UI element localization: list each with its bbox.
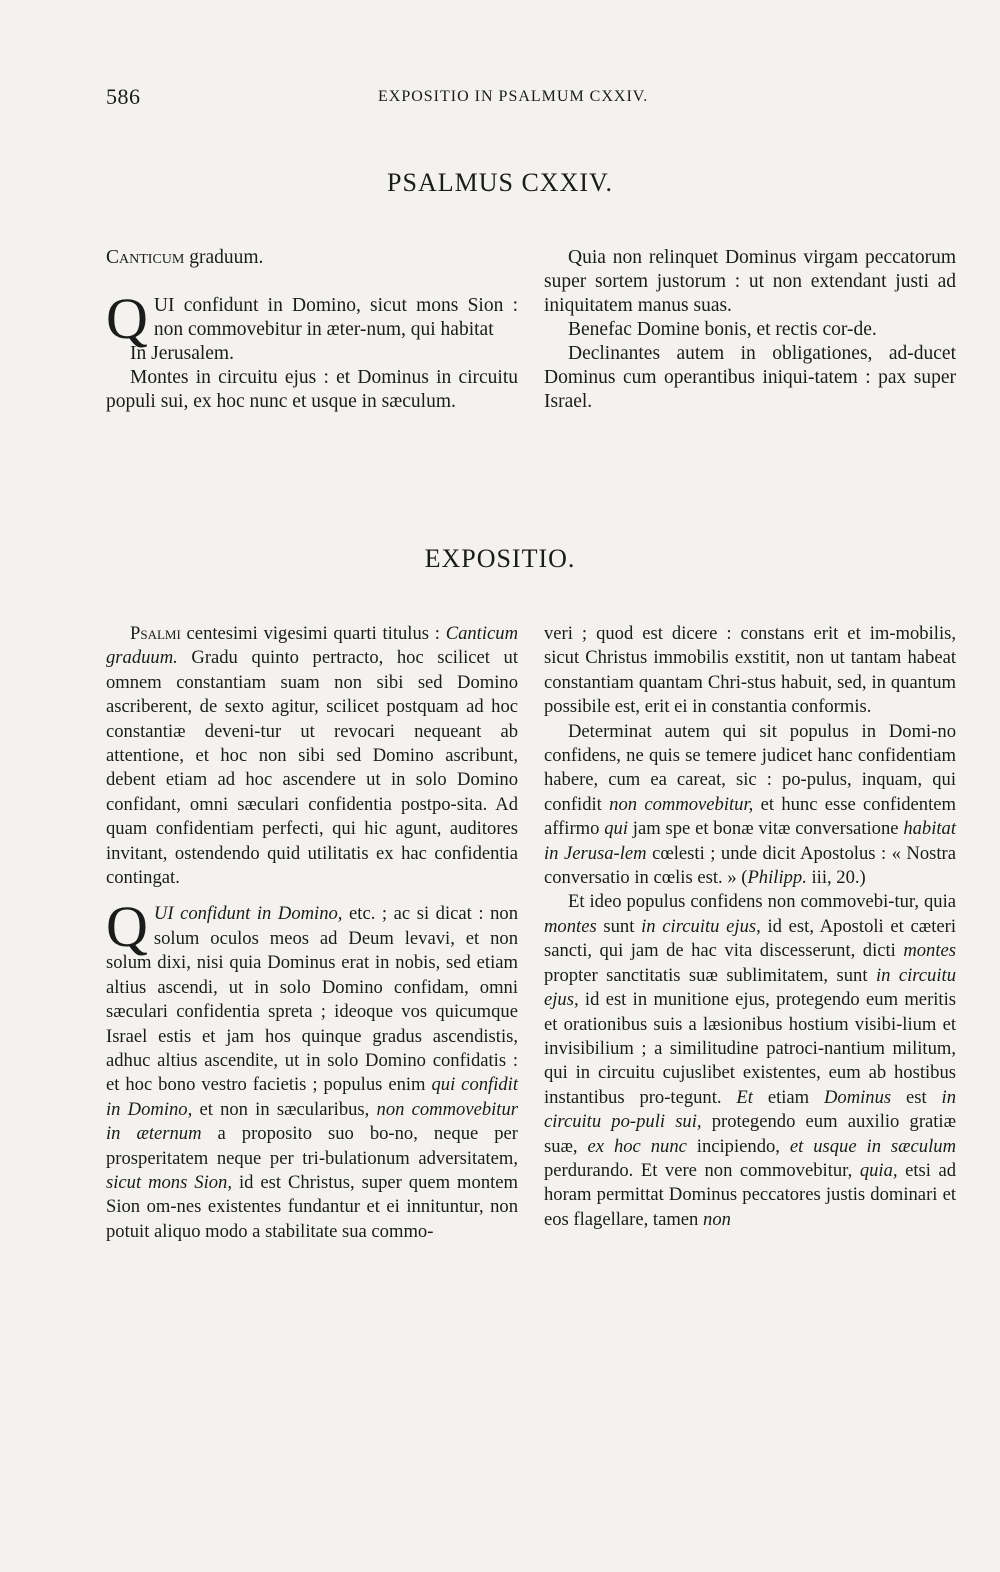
psalm-verse-5: Declinantes autem in obligationes, ad-ducet Dominus cum operantibus iniqui-tatem : pax super Israel. <box>544 343 956 412</box>
text-run: a proposito suo bo-no, neque per prosperitatem neque per tri-bulationum adversitatem, <box>106 1123 518 1169</box>
text-run: et non in sæcularibus, <box>192 1098 377 1120</box>
italic-run: non <box>703 1208 731 1230</box>
text-run: id est, Apostoli et cæteri sancti, qui jam de hac vita discesserunt, dicti <box>544 915 956 962</box>
text-run: Gradu quinto pertracto, hoc scilicet ut omnem constantiam suam non sibi sed Domino ascriberent, de sexto agitur, scilicet postquam ad hoc constantiæ deveni-tur ut revocari nequeant ab attentione, et hoc non sibi sed Domino ascribunt, debent etiam ad hoc ascendere ut in solo Domino confidant, omni sæculari confidentia postpo-sita. Ad quam confidentiam perfecti, qui hic agunt, auditores invitant, ostendendo quid utilitatis ex hac confidentia contingat. <box>106 647 518 889</box>
drop-cap: Q <box>106 286 148 351</box>
italic-run: Et <box>736 1086 753 1108</box>
commentary-paragraph-1 <box>106 622 518 890</box>
commentary-paragraph-3: veri ; quod est dicere : constans erit et im-mobilis, sicut Christus immobilis exstitit, non ut tantam habeat constantiam quantam Chri-stus habuit, sed, in quantum possibile est, erit ei in constantia conformis. <box>544 623 956 718</box>
italic-run: et usque in sæculum <box>789 1135 956 1157</box>
commentary-smallcaps: Psalmi <box>130 623 181 644</box>
text-run: centesimi vigesimi quarti titulus : <box>180 623 446 644</box>
text-run: est <box>891 1086 942 1108</box>
page-number: 586 <box>106 84 141 109</box>
psalm-verse-1 <box>106 286 518 351</box>
text-run: perdurando. Et vere non commovebitur, <box>544 1159 860 1181</box>
italic-run: in circuitu po-puli sui, <box>544 1086 956 1133</box>
text-run: id est Christus, super quem montem Sion om-nes existentes fundantur et ei innituntur, non potuit aliquo modo a stabilitate sua commo- <box>106 1171 518 1242</box>
text-run: iii, 20.) <box>806 867 866 889</box>
psalm-title: PSALMUS CXXIV. <box>387 168 613 197</box>
text-run: jam spe et bonæ vitæ conversatione <box>628 818 904 840</box>
text-run: sunt <box>596 915 642 937</box>
psalm-heading-smallcaps: Canticum <box>106 247 185 268</box>
italic-run: sicut mons Sion, <box>106 1171 232 1193</box>
psalm-text-left-column <box>106 246 518 414</box>
text-run: Determinat autem qui sit populus in Domi-no confidens, ne quis se temere judicet hanc confidentiam habere, cum ea careat, sic : po-pulus, inquam, qui confidit <box>544 720 956 815</box>
italic-run: montes <box>544 915 597 937</box>
commentary-paragraph-4 <box>544 720 956 891</box>
running-head <box>106 84 956 114</box>
commentary-left-column <box>106 622 518 1244</box>
text-run: etc. ; ac si dicat : non solum oculos meos ad Deum levavi, et non solum dixi, nisi quia Dominus erat in nobis, sed etiam altius ascendi, ut in solo Domino confidam, omni sæculari confidentia spreta ; ideoque vos quicumque Israel estis et jam hos quinque gradus ascendistis, adhuc altius ascendite, ut in solo Domino confidatis : et hoc bono vestro facietis ; populus enim <box>106 903 519 1096</box>
expositio-title: EXPOSITIO. <box>424 544 576 573</box>
drop-cap: Q <box>106 894 148 960</box>
text-run: etsi ad horam permittat Dominus peccatores justis dominari et eos flagellare, tamen <box>544 1159 956 1230</box>
psalm-verse-3: Quia non relinquet Dominus virgam peccatorum super sortem justorum : ut non extendant justi ad iniquitatem manus suas. <box>544 247 956 316</box>
psalm-verse-1-text: UI confidunt in Domino, sicut mons Sion : non commovebitur in æter-num, qui habitat <box>153 295 518 340</box>
psalm-heading <box>106 246 518 270</box>
psalm-heading-rest: graduum. <box>184 247 264 268</box>
commentary-right-column <box>544 622 956 1232</box>
psalm-verse-1b: In Jerusalem. <box>130 343 234 364</box>
italic-run: non commovebitur, <box>609 793 754 815</box>
text-run: cœlesti ; unde dicit Apostolus : « Nostra conversatio in cœlis est. » ( <box>544 842 956 889</box>
italic-run: Dominus <box>823 1086 892 1108</box>
italic-run: ex hoc nunc <box>587 1135 687 1157</box>
italic-run: non commovebitur in æternum <box>106 1098 518 1145</box>
italic-run: UI confidunt in Domino, <box>153 903 343 925</box>
text-run: propter sanctitatis suæ sublimitatem, sunt <box>544 964 876 986</box>
text-run: et hunc esse confidentem affirmo <box>544 793 956 840</box>
italic-run: Philipp. <box>747 867 807 889</box>
psalm-verse-2: Montes in circuitu ejus : et Dominus in circuitu populi sui, ex hoc nunc et usque in sæculum. <box>106 367 518 412</box>
text-run: id est in munitione ejus, protegendo eum meritis et orationibus suis a læsionibus hostium visibi-lium et invisibilium ; a similitudine patroci-nantium militum, qui in circuitu cujuslibet existentes, eum ab hostibus instantibus pro-tegunt. <box>544 989 956 1108</box>
italic-run: habitat in Jerusa-lem <box>544 818 956 864</box>
italic-run: in circuitu ejus, <box>641 915 761 937</box>
text-run: etiam <box>752 1086 824 1108</box>
psalm-text-right-column <box>544 246 956 414</box>
text-run: incipiendo, <box>686 1135 790 1157</box>
commentary-paragraph-5 <box>544 890 956 1232</box>
text-run: protegendo eum auxilio gratiæ suæ, <box>544 1111 956 1157</box>
running-title: EXPOSITIO IN PSALMUM CXXIV. <box>378 88 649 105</box>
italic-run: qui <box>604 818 628 840</box>
italic-run: in circuitu ejus, <box>544 964 956 1011</box>
italic-run: montes <box>903 940 956 962</box>
italic-run: qui confidit in Domino, <box>106 1074 518 1120</box>
italic-run: Canticum graduum. <box>106 623 518 669</box>
italic-run: quia, <box>859 1159 898 1181</box>
commentary-paragraph-2 <box>106 894 519 1244</box>
psalm-verse-4: Benefac Domine bonis, et rectis cor-de. <box>568 319 877 340</box>
text-run: Et ideo populus confidens non commovebi-tur, quia <box>568 891 956 913</box>
